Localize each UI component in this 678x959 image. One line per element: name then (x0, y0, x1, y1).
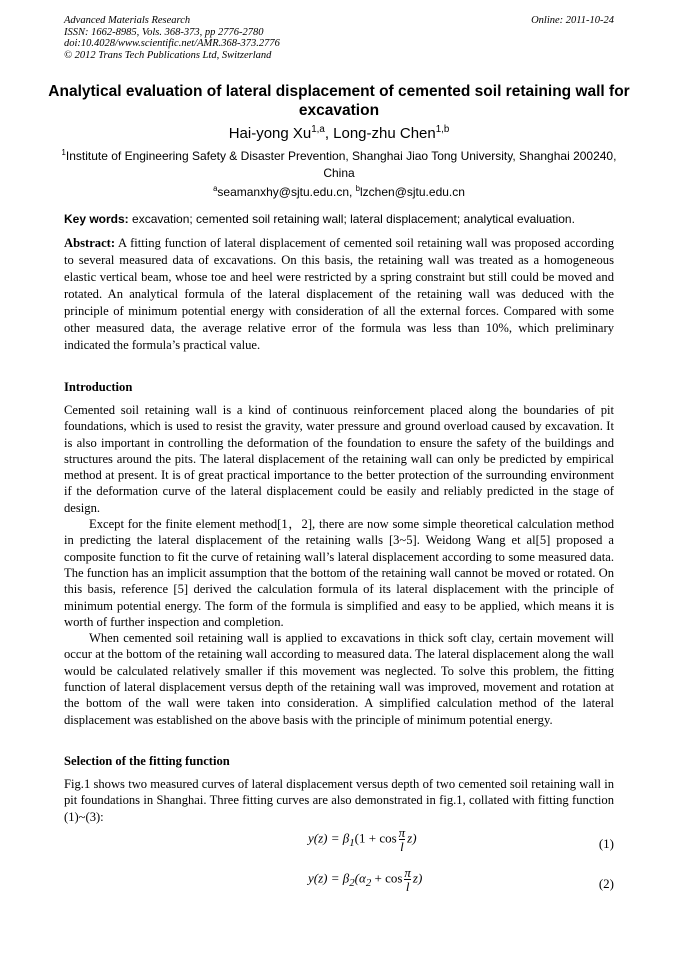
eq-part: (1 + cos (354, 830, 397, 846)
email-sup: b (355, 184, 361, 193)
email: lzchen@sjtu.edu.cn (360, 185, 465, 199)
abstract (64, 235, 614, 354)
eq-sub: 2 (349, 877, 355, 890)
keywords-text: excavation; cemented soil retaining wall; lateral displacement; analytical evaluation. (128, 212, 575, 226)
eq-part: (α (354, 870, 366, 886)
paragraph: When cemented soil retaining wall is applied to excavations in thick soft clay, certain movement will occur at the bottom of the retaining wall according to measured data. The lateral displacement along the wall would be calculated relatively smaller if this movement was neglected. To solve this problem, the fitting function of lateral displacement versus depth of the retaining wall was improved, movement and rotation at the bottom of the wall were taken into consideration. A simplified calculation method of the lateral displacement was established on the above basis with the principle of minimum potential energy. (64, 631, 614, 727)
eq-part: z) (407, 830, 417, 846)
journal-header (64, 15, 280, 61)
equation-number: (2) (598, 876, 614, 891)
authors (0, 125, 678, 142)
denominator: l (400, 839, 404, 854)
numerator: π (404, 865, 411, 880)
eq-part: y(z) = β (308, 830, 350, 846)
introduction-body (64, 402, 614, 728)
author: Hai-yong Xu (228, 125, 312, 142)
section-heading: Introduction (64, 380, 133, 394)
affiliation (60, 148, 618, 182)
email: seamanxhy@sjtu.edu.cn (217, 185, 349, 199)
eq-part: + cos (371, 870, 403, 886)
separator: , (349, 185, 356, 199)
abstract-text: A fitting function of lateral displacement of cemented soil retaining wall was proposed according to several measured data of excavations. On this basis, the retaining wall was treated as a homogeneous elastic vertical beam, whose toe and heel were restricted by a spring constraint but still could be moved and rotated. An analytical formula of the lateral displacement of the retaining wall was deduced with the principle of minimum potential energy with consideration of all the external forces. Compared with some other measured data, the average relative error of the formula was less than 10%, which preliminary indicated the formula’s practical value. (64, 236, 614, 352)
author: Long-zhu Chen (333, 125, 436, 142)
equation-number: (1) (598, 836, 614, 851)
selection-body: Fig.1 shows two measured curves of lateral displacement versus depth of two cemented soil retaining wall in pit foundations in Shanghai. Three fitting curves are also demonstrated in fig.1, collated with fitting function (1)~(3): (64, 777, 614, 824)
fraction (404, 866, 411, 893)
eq-sub: 2 (365, 877, 372, 890)
denominator: l (405, 879, 410, 894)
email-sup: a (213, 184, 218, 193)
author-sup: 1,b (435, 124, 450, 135)
emails (0, 185, 678, 199)
affil-text: Institute of Engineering Safety & Disaster Prevention, Shanghai Jiao Tong University, Shanghai 200240, China (65, 149, 617, 180)
paper-title: Analytical evaluation of lateral displacement of cemented soil retaining wall for excavation (48, 83, 630, 119)
keywords-label: Key words: (64, 212, 129, 226)
section-heading: Selection of the fitting function (64, 754, 230, 768)
issn: ISSN: 1662-8985, Vols. 368-373, pp 2776-2780 (64, 26, 264, 38)
author-sup: 1,a (311, 124, 325, 135)
doi: doi:10.4028/www.scientific.net/AMR.368-373.2776 (64, 38, 280, 49)
fraction (399, 826, 406, 853)
eq-part: y(z) = β (308, 870, 350, 886)
online-date: Online: 2011-10-24 (531, 15, 614, 26)
paragraph: Except for the finite element method[1，2], there are now some simple theoretical calculation method in predicting the lateral displacement of the retaining walls [3~5]. Weidong Wang et al[5] proposed a composite function to fit the curve of retaining wall’s lateral displacement according to some measured data. The function has an implicit assumption that the bottom of the retaining wall cannot be moved or rotated. On this basis, reference [5] derived the calculation formula of its lateral displacement with the principle of minimum potential energy. The form of the formula is simplified and easy to be applied, which means it is worth of further inspection and completion. (64, 517, 614, 629)
keywords (64, 212, 614, 226)
paragraph: Cemented soil retaining wall is a kind of continuous reinforcement placed along the boundaries of pit foundations, which is used to resist the gravity, water pressure and ground overload caused by excavation. It is also important in controlling the deformation of the foundation to ensure the safety of the buildings and structures around the pits. The lateral displacement of the retaining wall can only be predicted by empirical method at present. It is of great practical importance to the better protection of the surrounding environment if the deformation curve of the lateral displacement could be easily and reliably predicted in the stage of design. (64, 403, 614, 515)
separator: , (324, 125, 334, 142)
copyright: © 2012 Trans Tech Publications Ltd, Switzerland (64, 49, 272, 61)
eq-sub: 1 (349, 837, 355, 850)
numerator: π (398, 825, 406, 840)
journal-name: Advanced Materials Research (64, 15, 191, 26)
affil-sup: 1 (61, 148, 66, 157)
abstract-label: Abstract: (64, 236, 116, 250)
eq-part: z) (412, 870, 423, 886)
